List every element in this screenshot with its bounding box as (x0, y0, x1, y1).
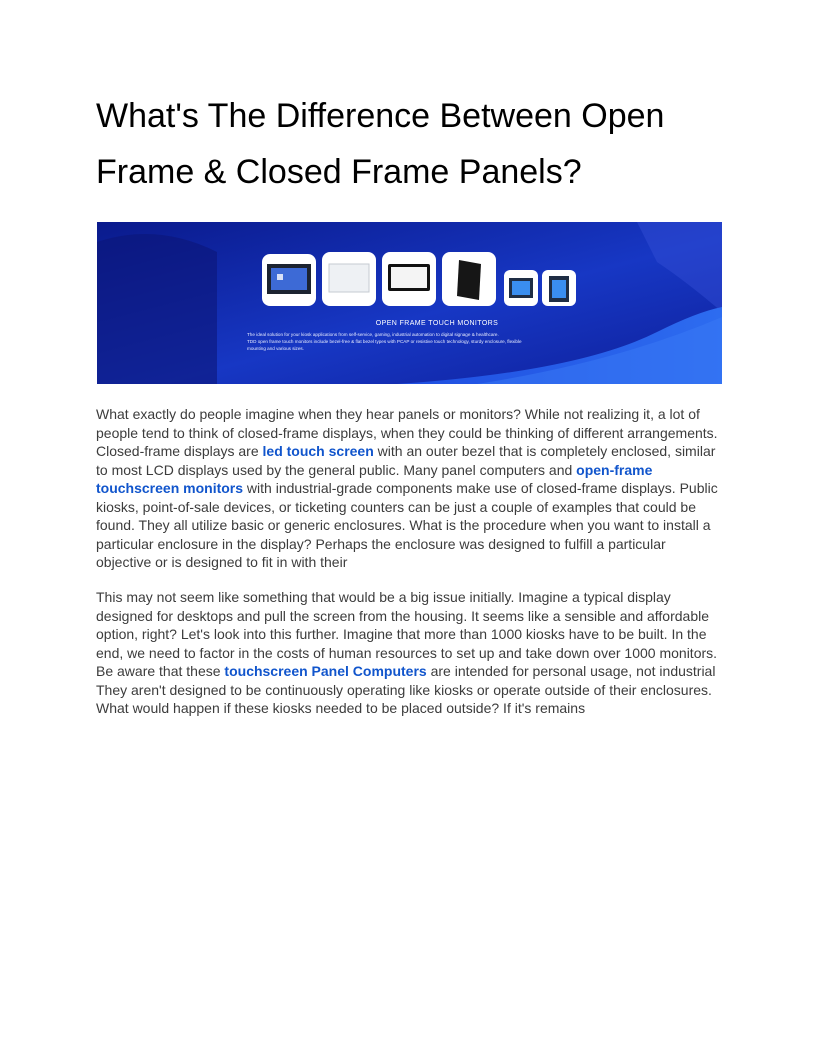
paragraph-closed-frame (96, 405, 722, 572)
monitor-tile-3 (382, 252, 436, 306)
paragraph-text: What exactly do people imagine when they hear panels or monitors? While not realizing it, a lot of people tend to think of closed-frame displays, when they could be thinking of different arrangements. Closed-frame displays are (96, 406, 718, 459)
banner-line-3: mounting and various sizes. (247, 346, 304, 351)
monitor-tile-1 (262, 254, 316, 306)
monitor-tile-5 (504, 270, 538, 306)
banner-line-2: TDD open frame touch monitors include bezel-free & flat bezel types with PCAP or resistive touch technology, sturdy enclosure, flexible (247, 339, 522, 344)
paragraph-text: with industrial-grade components make use of closed-frame displays. Public kiosks, point-of-sale devices, or ticketing counters can be just a couple of examples that could be found. They all utilize basic or generic enclosures. What is the procedure when you want to install a particular enclosure in the display? Perhaps the enclosure was designed to fulfill a particular objective or is designed to fit in with their (96, 480, 718, 570)
product-banner-image (97, 222, 722, 384)
paragraph-text: This may not seem like something that would be a big issue initially. Imagine a typical display designed for desktops and pull the screen from the housing. It seems like a sensible and affordable option, right? Let's look into this further. Imagine that more than 1000 kiosks have to be built. In the end, we need to factor in the costs of human resources to set up and take down over 1000 monitors. Be aware that these (96, 589, 718, 679)
banner-heading: OPEN FRAME TOUCH MONITORS (375, 320, 499, 327)
page-title: What's The Difference Between Open Frame & Closed Frame Panels? (96, 97, 665, 191)
paragraph-text: with an outer bezel that is completely enclosed, similar to most LCD displays used by the general public. Many panel computers and (96, 443, 716, 478)
paragraph-kiosks (96, 588, 722, 718)
paragraph-text: are intended for personal usage, not industrial They aren't designed to be continuously operating like kiosks or operate outside of their enclosures. What would happen if these kiosks needed to be placed outside? If it's remains (96, 663, 716, 716)
led-touch-screen-link[interactable]: led touch screen (262, 443, 374, 459)
open-frame-monitors-link[interactable]: open-frame touchscreen monitors (96, 461, 653, 496)
banner-line-1: The ideal solution for your kiosk applications from self-service, gaming, industrial automation to digital signage & healthcare. (247, 332, 499, 337)
panel-computers-link[interactable]: touchscreen Panel Computers (224, 663, 427, 679)
banner-caption (247, 320, 587, 352)
banner-graphic (97, 222, 722, 384)
monitor-tile-6 (542, 270, 576, 306)
monitor-tile-2 (322, 252, 376, 306)
monitor-tile-4 (442, 252, 496, 306)
